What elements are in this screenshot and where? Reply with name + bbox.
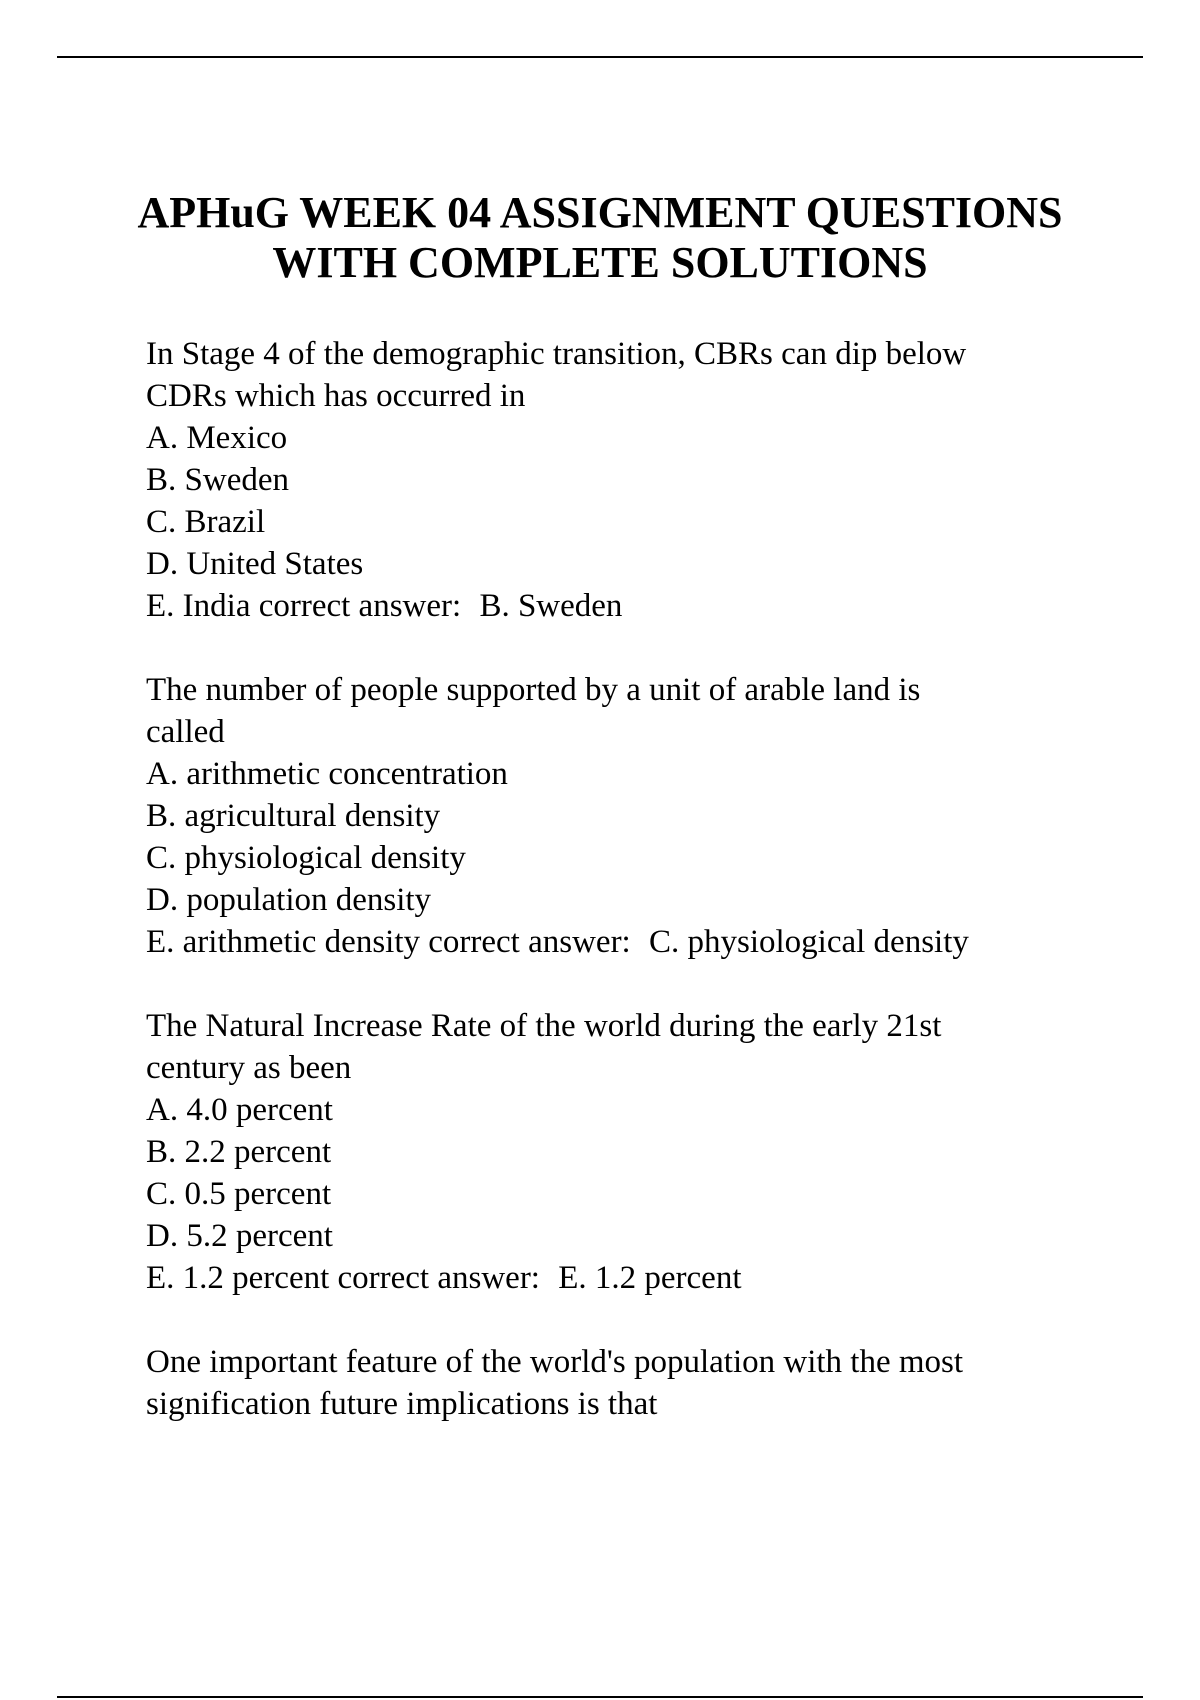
option-e-with-answer [146,921,1106,963]
question-2 [146,669,1106,963]
option-b: B. Sweden [146,462,289,498]
option-a: A. Mexico [146,420,288,456]
option-d: D. United States [146,546,364,582]
option-e: E. arithmetic density [146,924,421,960]
question-stem-line: called [146,714,225,750]
correct-answer: E. 1.2 percent [558,1260,742,1296]
option-e-with-answer [146,1257,1106,1299]
option-e-with-answer [146,585,1106,627]
question-stem-line: The number of people supported by a unit of arable land is [146,672,921,708]
answer-label: correct answer: [337,1260,540,1296]
option-c: C. physiological density [146,840,466,876]
document-title [60,188,1140,288]
question-4 [146,1341,1106,1425]
question-stem-line: In Stage 4 of the demographic transition, CBRs can dip below [146,336,967,372]
bottom-rule [57,1696,1143,1698]
option-e: E. India [146,588,251,624]
option-b: B. 2.2 percent [146,1134,332,1170]
correct-answer: B. Sweden [479,588,623,624]
question-list [146,333,1106,1467]
answer-label: correct answer: [258,588,462,624]
question-stem-line: One important feature of the world's population with the most [146,1344,964,1380]
option-a: A. 4.0 percent [146,1092,333,1128]
question-3 [146,1005,1106,1299]
option-c: C. 0.5 percent [146,1176,332,1212]
title-line-1: APHuG WEEK 04 ASSIGNMENT QUESTIONS [137,188,1063,237]
option-e: E. 1.2 percent [146,1260,330,1296]
title-line-2: WITH COMPLETE SOLUTIONS [272,238,928,287]
question-stem-line: century as been [146,1050,352,1086]
option-d: D. 5.2 percent [146,1218,333,1254]
option-a: A. arithmetic concentration [146,756,508,792]
question-stem-line: CDRs which has occurred in [146,378,526,414]
question-stem-line: signification future implications is that [146,1386,658,1422]
correct-answer: C. physiological density [648,924,969,960]
question-1 [146,333,1106,627]
option-c: C. Brazil [146,504,266,540]
answer-label: correct answer: [428,924,631,960]
option-b: B. agricultural density [146,798,441,834]
option-d: D. population density [146,882,432,918]
top-rule [57,56,1143,58]
question-stem-line: The Natural Increase Rate of the world during the early 21st [146,1008,942,1044]
